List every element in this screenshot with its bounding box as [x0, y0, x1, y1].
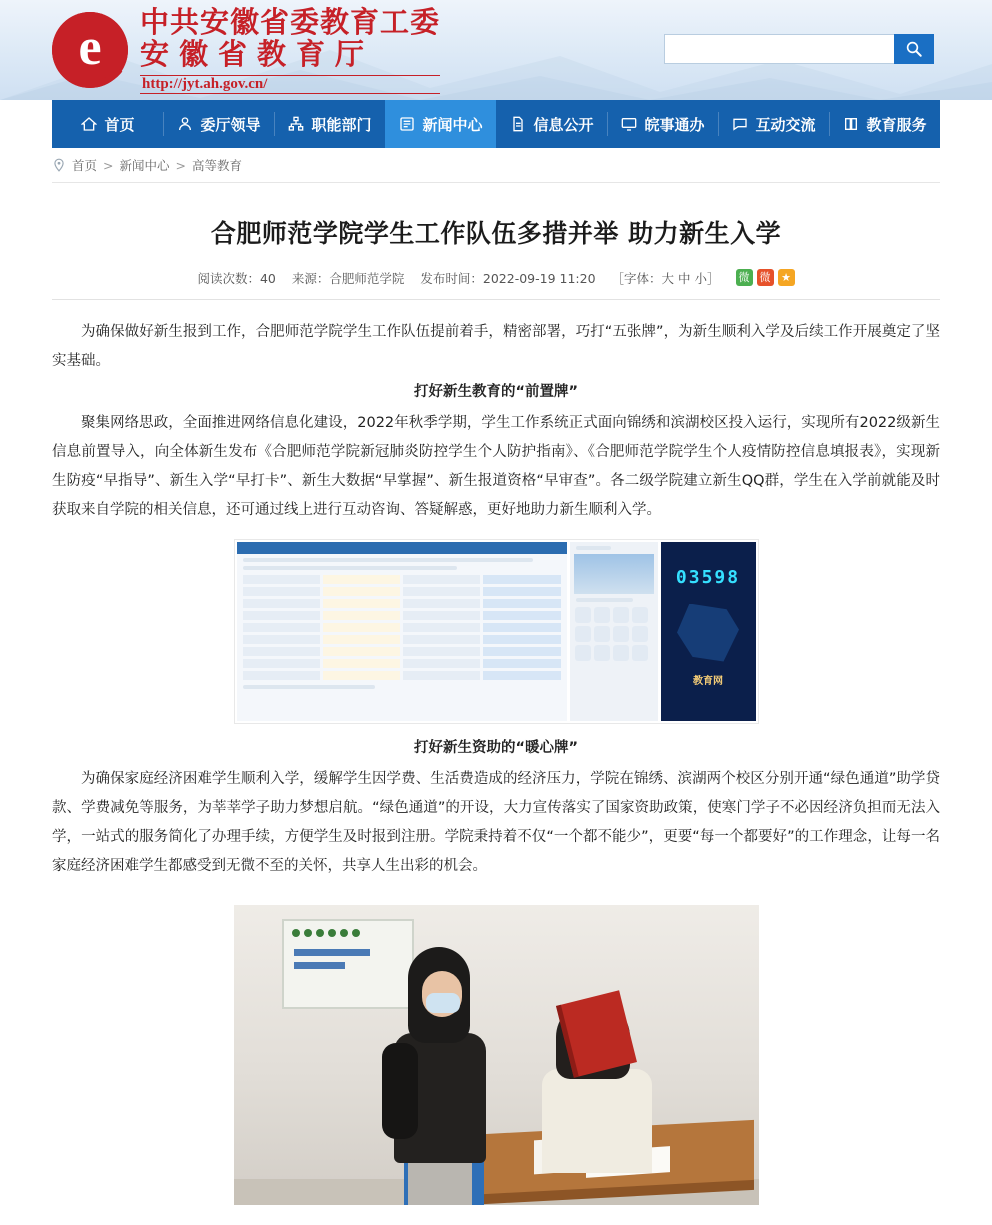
nav-label: 教育服务	[866, 115, 927, 134]
nav-label: 皖事通办	[644, 115, 705, 134]
screenshot-line	[243, 558, 533, 562]
org-chart-icon	[287, 116, 304, 133]
book-icon	[842, 116, 859, 133]
nav-label: 信息公开	[533, 115, 594, 134]
logo-mark-icon	[52, 12, 128, 88]
screenshot-pane-mobile	[570, 542, 658, 721]
weibo-share-icon[interactable]: 微	[757, 269, 774, 286]
screenshot-line	[243, 566, 458, 570]
user-tie-icon	[176, 116, 193, 133]
breadcrumb[interactable]	[52, 148, 940, 183]
nav-item-interaction[interactable]	[718, 100, 829, 148]
screenshot-pane-dashboard	[661, 542, 756, 721]
system-screenshot	[234, 539, 759, 724]
news-icon	[398, 116, 415, 133]
subheading: 打好新生教育的“前置牌”	[413, 383, 579, 400]
nav-label: 委厅领导	[200, 115, 261, 134]
paragraph: 聚集网络思政，全面推进网络信息化建设，2022年秋季学期，学生工作系统正式面向锦绣和滨湖校区投入运行，实现所有2022级新生信息前置导入，向全体新生发布《合肥师范学院新冠肺炎防控学生个人防护指南》、《合肥师范学院学生个人疫情防控信息填报表》，实现新生防疫“早指导”、新生入学“早打卡”、新生大数据“早掌握”、新生报道资格“早审查”。各二级学院建立新生QQ群，学生在入学前就能及时获取来自学院的相关信息，还可通过线上进行互动咨询、答疑解惑，更好地助力新生顺利入学。	[52, 414, 940, 518]
document-icon	[509, 116, 526, 133]
nav-item-info-disclosure[interactable]	[496, 100, 607, 148]
nav-item-home[interactable]	[52, 100, 163, 148]
search-box[interactable]	[664, 34, 934, 64]
article	[52, 183, 940, 1225]
nav-item-education-service[interactable]	[829, 100, 940, 148]
site-header	[0, 0, 992, 100]
publish-time: 发布时间：2022-09-19 11:20	[420, 270, 596, 286]
logo-letter: e	[78, 18, 102, 76]
share-buttons[interactable]	[736, 269, 795, 286]
article-source: 来源：合肥师范学院	[291, 270, 405, 286]
chat-icon	[731, 116, 748, 133]
china-map-icon	[677, 604, 739, 662]
nav-item-news-center[interactable]	[385, 100, 496, 148]
monitor-icon	[620, 116, 637, 133]
location-pin-icon	[52, 158, 66, 172]
logo-swoosh-icon	[82, 45, 135, 87]
screenshot-line	[243, 685, 375, 689]
breadcrumb-item-0[interactable]: 首页	[72, 158, 98, 173]
search-icon	[905, 40, 923, 58]
nav-item-leaders[interactable]	[163, 100, 274, 148]
screenshot-topbar	[237, 542, 567, 554]
subheading: 打好新生资助的“暖心牌”	[413, 739, 579, 756]
home-icon	[80, 116, 97, 133]
breadcrumb-item-2[interactable]: 高等教育	[192, 158, 243, 173]
screenshot-table	[243, 575, 561, 680]
view-count: 阅读次数：40	[197, 270, 276, 286]
screenshot-line	[576, 598, 633, 602]
logo-url: http://jyt.ah.gov.cn/	[140, 75, 440, 94]
figure-students-photo	[52, 895, 940, 1205]
nav-item-wanshitongban[interactable]	[607, 100, 718, 148]
logo-line-1: 中共安徽省委教育工委	[140, 5, 441, 39]
favorite-share-icon[interactable]: ★	[778, 269, 795, 286]
figure-system-screenshot	[52, 539, 940, 724]
wechat-share-icon[interactable]: 微	[736, 269, 753, 286]
paragraph: 为确保家庭经济困难学生顺利入学，缓解学生因学费、生活费造成的经济压力，学院在锦绣、滨湖两个校区分别开通“绿色通道”助学贷款、学费减免等服务，为莘莘学子助力梦想启航。“绿色通道”的开设，大力宣传落实了国家资助政策，使寒门学子不必因经济负担而无法入学，一站式的服务简化了办理手续，方便学生及时报到注册。学院秉持着不仅“一个都不能少”，更要“每一个都要好”的工作理念，让每一名家庭经济困难学生都感受到无微不至的关怀，共享人生出彩的机会。	[52, 770, 940, 874]
main-nav[interactable]	[52, 100, 940, 148]
photo-standing-student	[382, 947, 500, 1205]
screenshot-pane-admin	[237, 542, 567, 721]
site-logo[interactable]	[52, 6, 440, 94]
nav-label: 职能部门	[311, 115, 372, 134]
nav-item-departments[interactable]	[274, 100, 385, 148]
logo-text-block	[140, 6, 440, 94]
search-button[interactable]	[894, 34, 934, 64]
page-title: 合肥师范学院学生工作队伍多措并举 助力新生入学	[210, 219, 782, 248]
nav-label: 新闻中心	[422, 115, 483, 134]
nav-label: 互动交流	[755, 115, 816, 134]
breadcrumb-separator: >	[175, 157, 186, 173]
paragraph: 为确保做好新生报到工作，合肥师范学院学生工作队伍提前着手，精密部署，巧打“五张牌”，为新生顺利入学及后续工作开展奠定了坚实基础。	[52, 323, 940, 369]
dashboard-caption: 教育网	[693, 675, 723, 687]
nav-label: 首页	[104, 115, 135, 134]
breadcrumb-separator: >	[103, 157, 114, 173]
counter-number: 03598	[675, 566, 741, 588]
screenshot-line	[576, 546, 611, 550]
breadcrumb-item-1[interactable]: 新闻中心	[119, 158, 170, 173]
students-photo	[234, 905, 759, 1205]
article-meta	[52, 269, 940, 300]
font-size-control[interactable]: ［字体：大 中 小］	[611, 270, 720, 286]
screenshot-icon-grid	[575, 607, 653, 661]
screenshot-photo	[574, 554, 654, 594]
logo-line-2: 安徽省教育厅	[140, 37, 375, 72]
search-input[interactable]	[664, 34, 894, 64]
article-body	[52, 300, 940, 1225]
